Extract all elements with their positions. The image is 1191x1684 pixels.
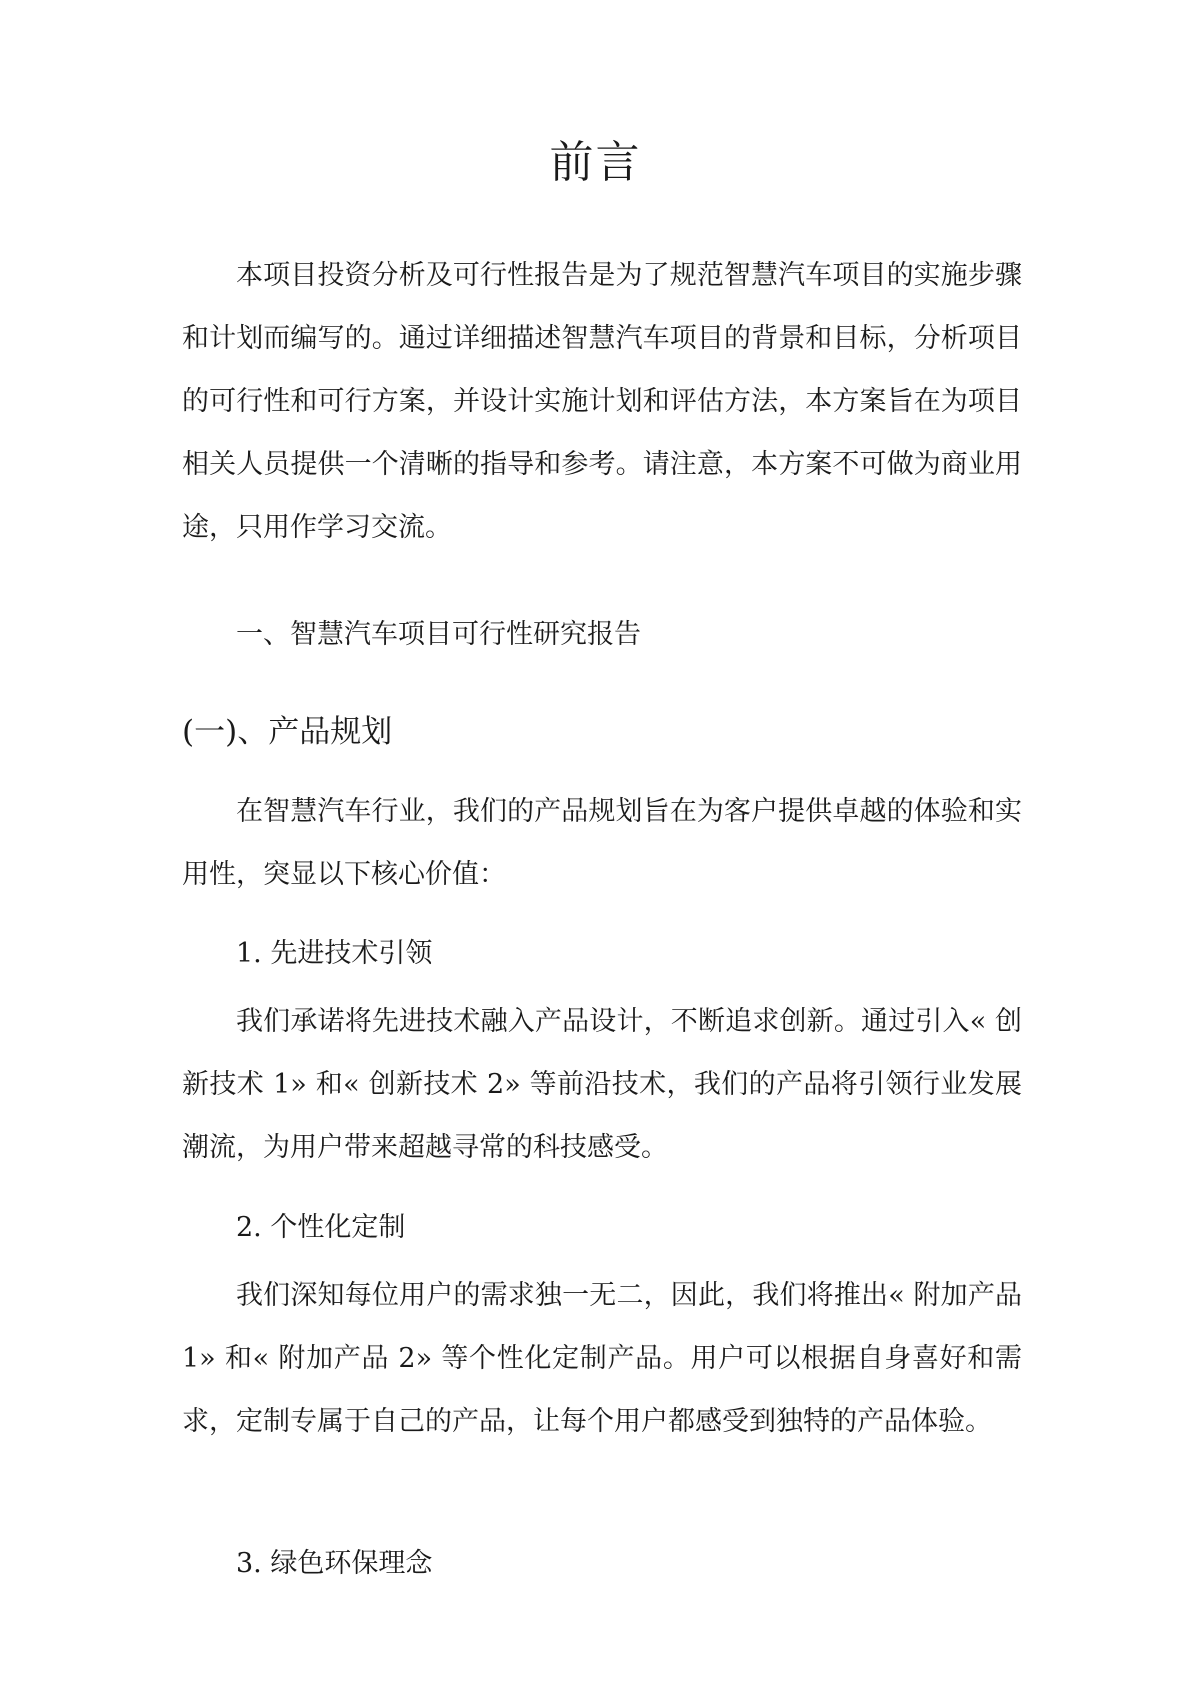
item-body-2: 我们深知每位用户的需求独一无二，因此，我们将推出« 附加产品 1» 和« 附加产品 2» 等个性化定制产品。用户可以根据自身喜好和需求，定制专属于自己的产品，让每个用户都感受到独特的产品体验。 xyxy=(182,1280,1022,1437)
item-heading-3: 3. 绿色环保理念 xyxy=(236,1548,433,1579)
item-body-1: 我们承诺将先进技术融入产品设计，不断追求创新。通过引入« 创新技术 1» 和« 创新技术 2» 等前沿技术，我们的产品将引领行业发展潮流，为用户带来超越寻常的科技感受。 xyxy=(182,1006,1022,1163)
page-title: 前言 xyxy=(549,137,642,188)
item-heading-2: 2. 个性化定制 xyxy=(236,1212,406,1243)
item-heading-1: 1. 先进技术引领 xyxy=(236,938,433,969)
section-heading: 一、智慧汽车项目可行性研究报告 xyxy=(236,619,641,650)
preface-paragraph: 本项目投资分析及可行性报告是为了规范智慧汽车项目的实施步骤和计划而编写的。通过详细描述智慧汽车项目的背景和目标，分析项目的可行性和可行方案，并设计实施计划和评估方法，本方案旨在为项目相关人员提供一个清晰的指导和参考。请注意，本方案不可做为商业用途，只用作学习交流。 xyxy=(182,260,1022,543)
intro-paragraph: 在智慧汽车行业，我们的产品规划旨在为客户提供卓越的体验和实用性，突显以下核心价值： xyxy=(182,796,1022,890)
subsection-heading: (一)、产品规划 xyxy=(182,714,393,750)
